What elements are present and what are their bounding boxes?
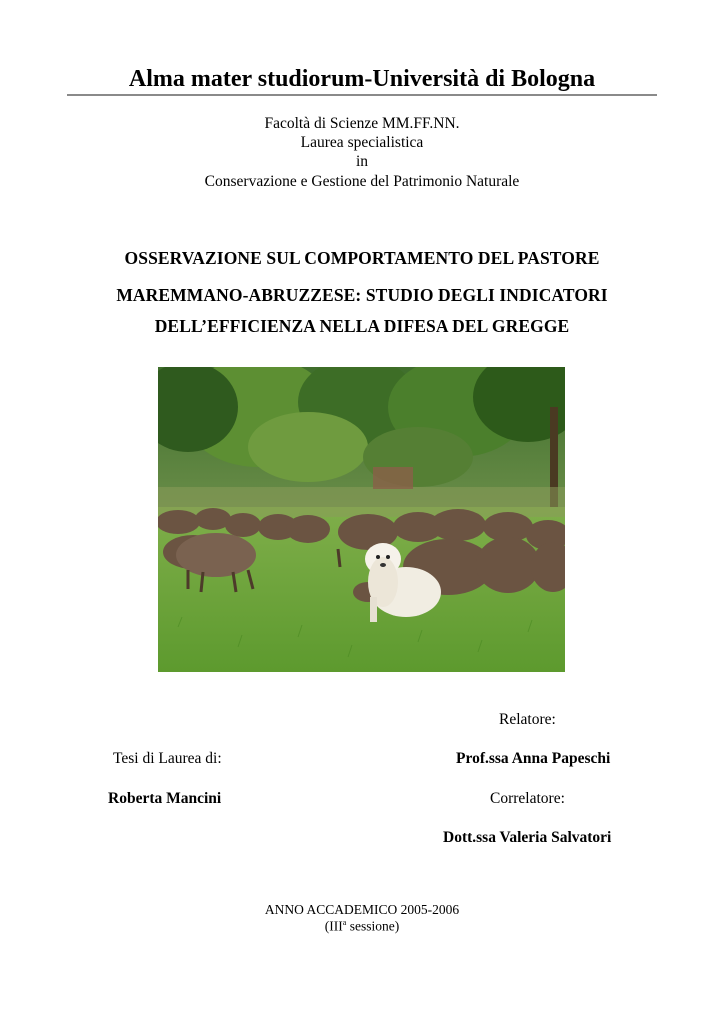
session-suffix: sessione) [346, 918, 400, 934]
session-prefix: (III [324, 918, 343, 934]
thesis-title-line-3: DELL’EFFICIENZA NELLA DIFESA DEL GREGGE [154, 316, 570, 336]
degree-in: in [355, 153, 369, 170]
correlatore-label: Correlatore: [490, 790, 565, 807]
session-info [0, 918, 724, 935]
cover-photo [158, 367, 565, 672]
degree-type: Laurea specialistica [300, 134, 424, 151]
relatore-name: Prof.ssa Anna Papeschi [456, 750, 611, 767]
academic-year: ANNO ACCADEMICO 2005-2006 [264, 902, 460, 917]
author-label: Tesi di Laurea di: [113, 750, 222, 767]
university-title: Alma mater studiorum-Università di Bologna [128, 66, 596, 92]
session-superscript: a [342, 918, 347, 927]
faculty-name: Facoltà di Scienze MM.FF.NN. [264, 115, 460, 132]
correlatore-name: Dott.ssa Valeria Salvatori [443, 829, 612, 846]
title-divider [67, 94, 657, 96]
thesis-title-line-2: MAREMMANO-ABRUZZESE: STUDIO DEGLI INDICATORI [116, 285, 608, 305]
thesis-title-line-1: OSSERVAZIONE SUL COMPORTAMENTO DEL PASTORE [124, 248, 600, 268]
relatore-label: Relatore: [499, 711, 556, 728]
author-name: Roberta Mancini [108, 790, 222, 807]
course-name: Conservazione e Gestione del Patrimonio Naturale [204, 173, 520, 190]
